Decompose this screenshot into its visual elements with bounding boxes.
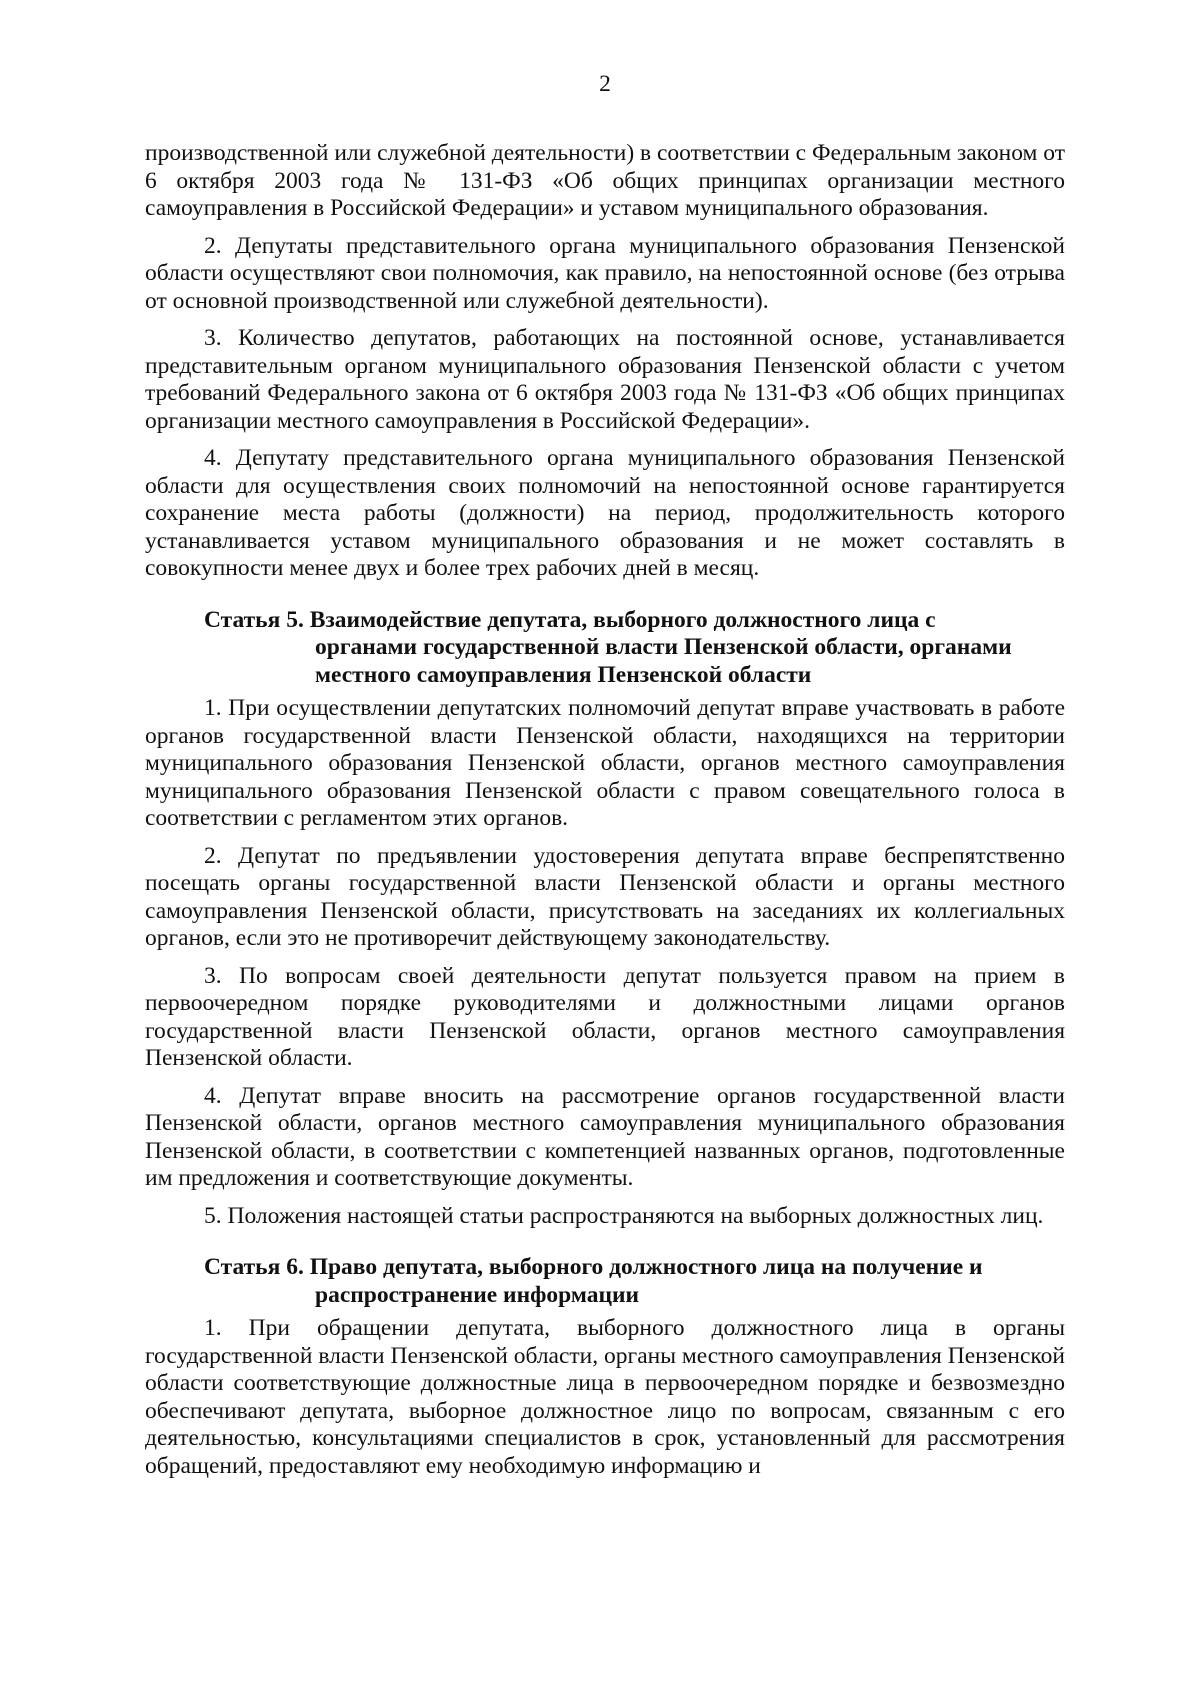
- article-5-paragraph-1: 1. При осуществлении депутатских полномочий депутат вправе участвовать в работе органов государственной власти Пензенской области, находящихся на территории муниципального образования Пензенской области, органов местного самоуправления муниципального образования Пензенской области с правом совещательного голоса в соответствии с регламентом этих органов.: [145, 695, 1065, 831]
- paragraph-item-4: 4. Депутату представительного органа муниципального образования Пензенской области для осуществления своих полномочий на непостоянной основе гарантируется сохранение места работы (должности) на период, продолжительность которого устанавливается уставом муниципального образования и не может составлять в совокупности менее двух и более трех рабочих дней в месяц.: [145, 445, 1065, 581]
- paragraph-item-2: 2. Депутаты представительного органа муниципального образования Пензенской области осуществляют свои полномочия, как правило, на непостоянной основе (без отрыва от основной производственной или служебной деятельности).: [145, 232, 1065, 314]
- paragraph-continuation: производственной или служебной деятельности) в соответствии с Федеральным законом от 6 октября 2003 года № 131-ФЗ «Об общих принципах организации местного самоуправления в Российской Федерации» и уставом муниципального образования.: [145, 140, 1065, 221]
- article-6-paragraph-1: 1. При обращении депутата, выборного должностного лица в органы государственной власти Пензенской области, органы местного самоуправления Пензенской области соответствующие должностные лица в первоочередном порядке и безвозмездно обеспечивают депутата, выборное должностное лицо по вопросам, связанным с его деятельностью, консультациями специалистов в срок, установленный для рассмотрения обращений, предоставляют ему необходимую информацию и: [145, 1315, 1065, 1479]
- document-body: [145, 140, 1065, 1490]
- paragraph-item-3: 3. Количество депутатов, работающих на постоянной основе, устанавливается представительным органом муниципального образования Пензенской области с учетом требований Федерального закона от 6 октября 2003 года № 131-ФЗ «Об общих принципах организации местного самоуправления в Российской Федерации».: [145, 325, 1065, 434]
- article-5-paragraph-5: 5. Положения настоящей статьи распространяются на выборных должностных лиц.: [204, 1202, 1044, 1229]
- page-number: 2: [599, 71, 611, 97]
- article-5-title-line-1: Статья 5. Взаимодействие депутата, выборного должностного лица с: [204, 606, 936, 633]
- article-5-paragraph-4: 4. Депутат вправе вносить на рассмотрение органов государственной власти Пензенской области, органов местного самоуправления муниципального образования Пензенской области, в соответствии с компетенцией названных органов, подготовленные им предложения и соответствующие документы.: [145, 1082, 1065, 1191]
- article-5-title-line-3: местного самоуправления Пензенской области: [315, 661, 812, 688]
- article-5-paragraph-3: 3. По вопросам своей деятельности депутат пользуется правом на прием в первоочередном порядке руководителями и должностными лицами органов государственной власти Пензенской области, органов местного самоуправления Пензенской области.: [145, 962, 1065, 1071]
- article-5-paragraph-2: 2. Депутат по предъявлении удостоверения депутата вправе беспрепятственно посещать органы государственной власти Пензенской области и органы местного самоуправления Пензенской области, присутствовать на заседаниях их коллегиальных органов, если это не противоречит действующему законодательству.: [145, 842, 1065, 951]
- article-6-title-line-2: распространение информации: [315, 1281, 640, 1308]
- article-5-title-line-2: органами государственной власти Пензенской области, органами: [315, 634, 1012, 660]
- article-5-heading: [145, 607, 1065, 690]
- article-6-heading: [145, 1254, 1065, 1309]
- article-6-title-line-1: Статья 6. Право депутата, выборного должностного лица на получение и: [204, 1254, 983, 1280]
